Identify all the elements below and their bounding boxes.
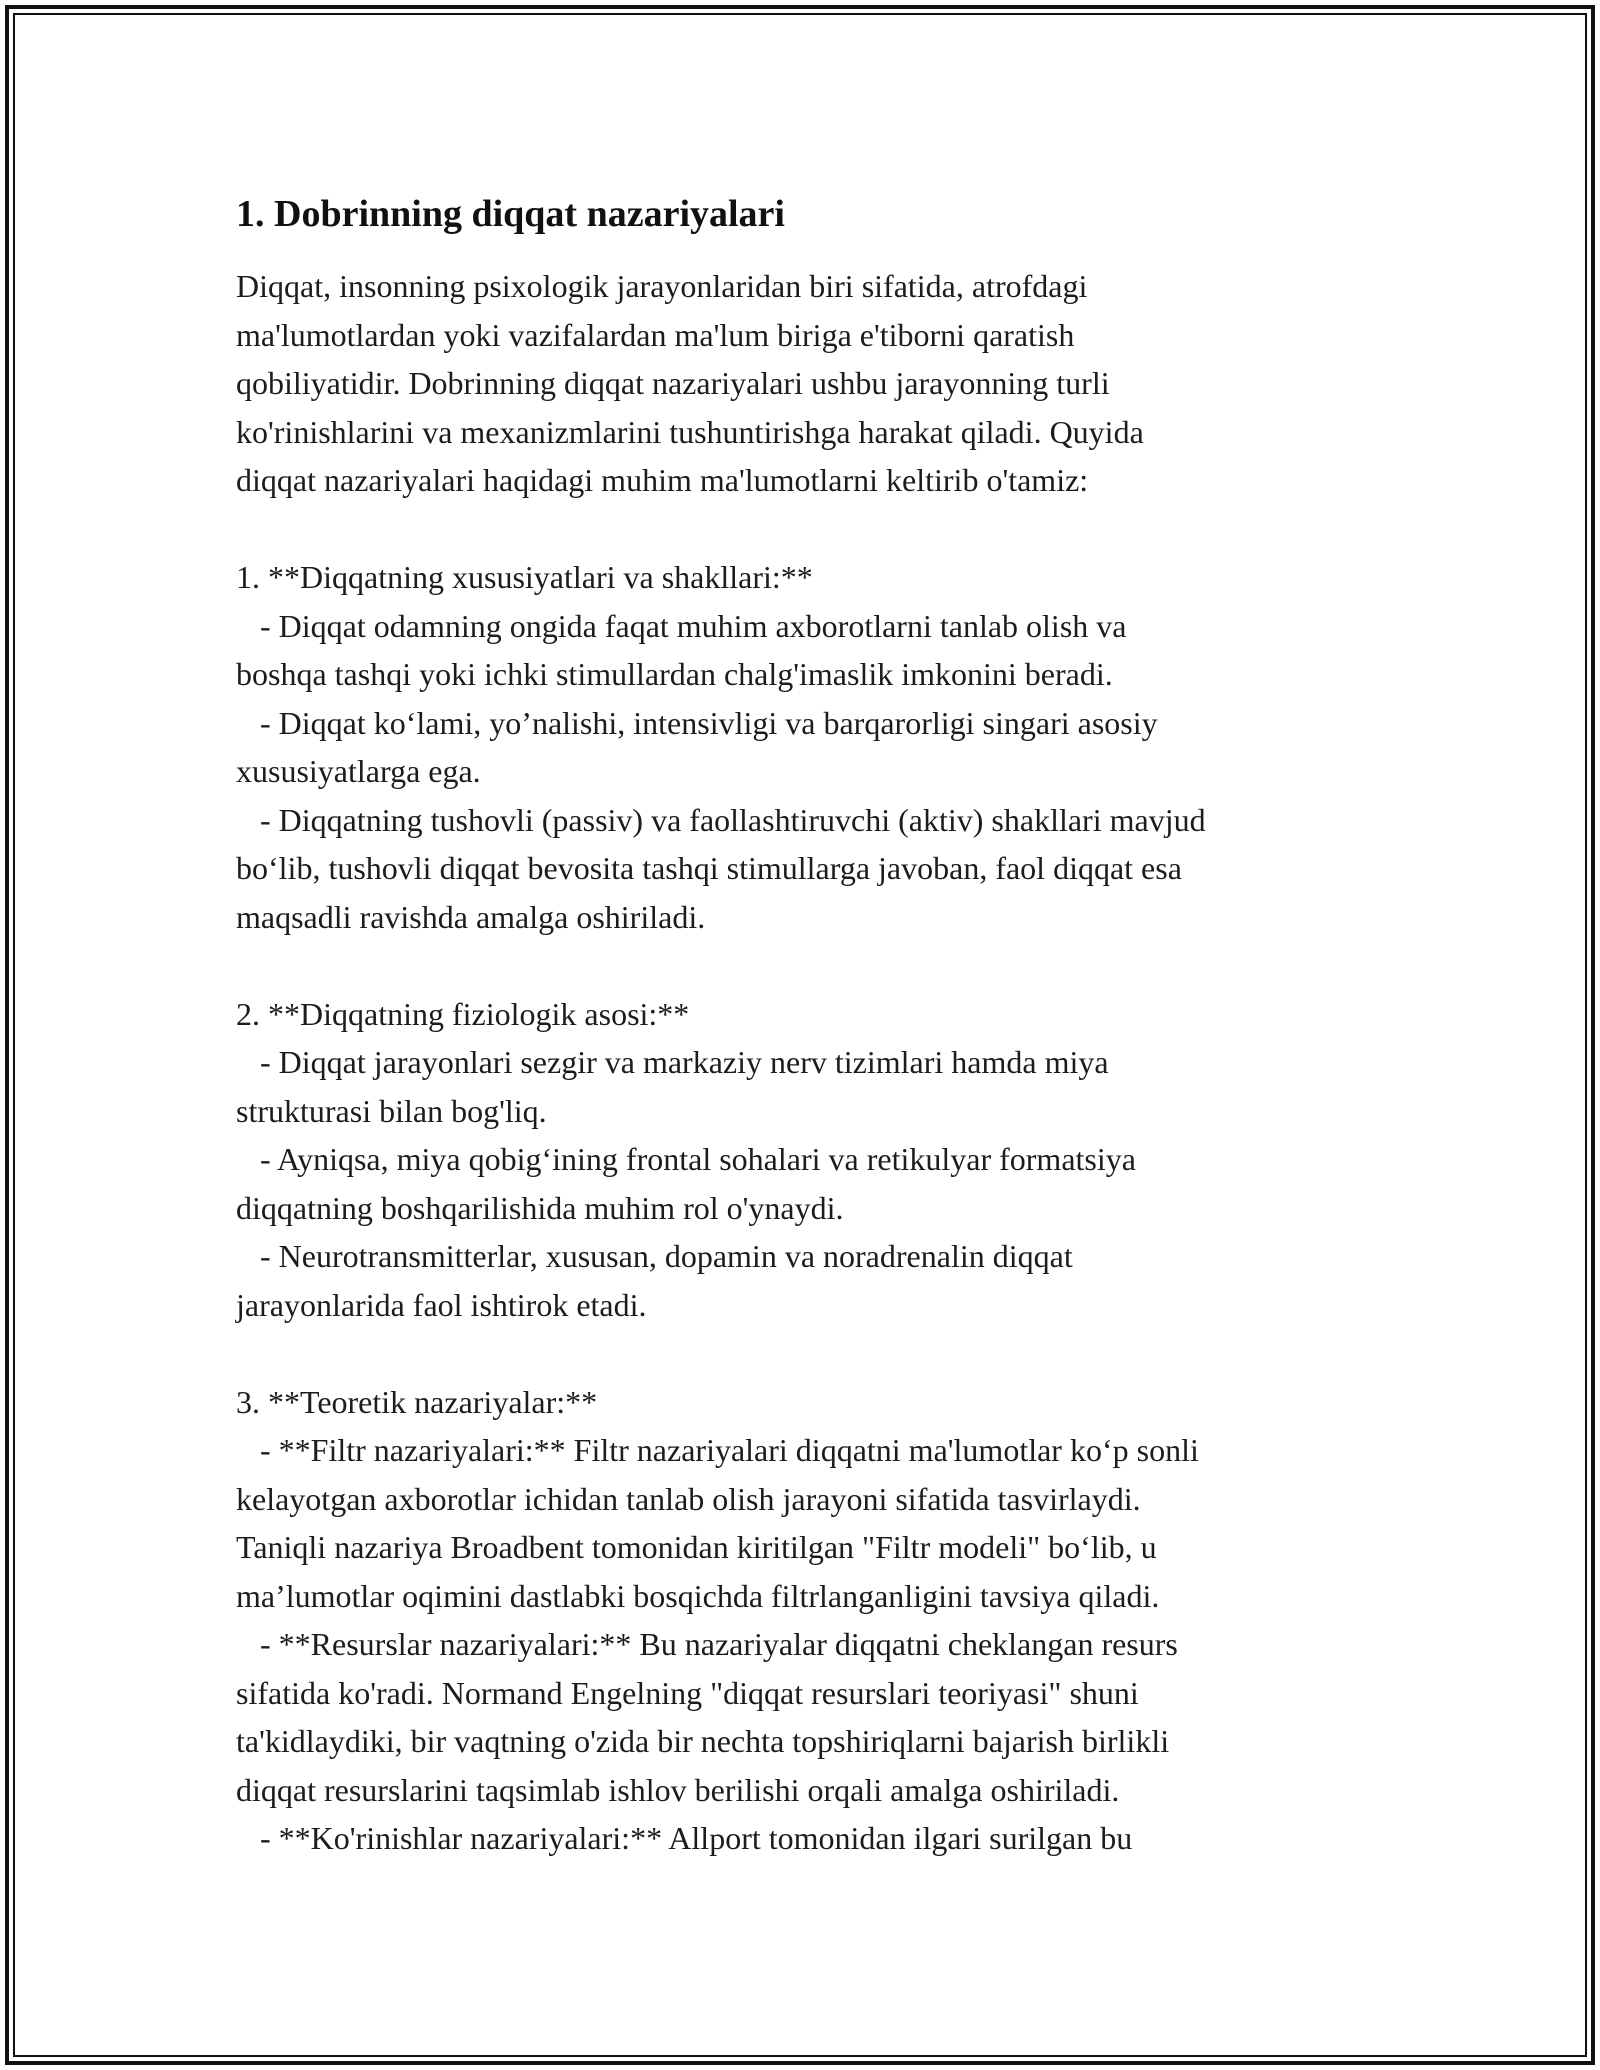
- document-line: diqqatning boshqarilishida muhim rol o'ynaydi.: [236, 1189, 844, 1226]
- document-line: - Diqqat jarayonlari sezgir va markaziy nerv tizimlari hamda miya: [236, 1044, 1109, 1080]
- document-line: - **Resurslar nazariyalari:** Bu nazariyalar diqqatni cheklangan resurs: [236, 1626, 1178, 1662]
- document-line: maqsadli ravishda amalga oshiriladi.: [236, 898, 706, 935]
- document-line: kelayotgan axborotlar ichidan tanlab olish jarayoni sifatida tasvirlaydi.: [236, 1480, 1141, 1517]
- document-line: - Neurotransmitterlar, xususan, dopamin va noradrenalin diqqat: [236, 1238, 1073, 1274]
- document-line: boʻlib, tushovli diqqat bevosita tashqi stimullarga javoban, faol diqqat esa: [236, 850, 1182, 886]
- document-title: 1. Dobrinning diqqat nazariyalari: [236, 193, 785, 235]
- document-line: strukturasi bilan bog'liq.: [236, 1092, 547, 1129]
- document-line: jarayonlarida faol ishtirok etadi.: [236, 1286, 647, 1323]
- document-line: diqqat nazariyalari haqidagi muhim ma'lumotlarni keltirib o'tamiz:: [236, 462, 1089, 498]
- document-line: [236, 1329, 1366, 1378]
- document-line: Diqqat, insonning psixologik jarayonlaridan biri sifatida, atrofdagi: [236, 268, 1088, 304]
- document-line: qobiliyatidir. Dobrinning diqqat nazariyalari ushbu jarayonning turli: [236, 365, 1110, 401]
- document-line: diqqat resurslarini taqsimlab ishlov berilishi orqali amalga oshiriladi.: [236, 1771, 1120, 1808]
- document-line: boshqa tashqi yoki ichki stimullardan chalg'imaslik imkonini beradi.: [236, 656, 1113, 692]
- document-line: [236, 505, 1366, 554]
- document-line: [236, 941, 1366, 990]
- document-line: Taniqli nazariya Broadbent tomonidan kiritilgan "Filtr modeli" boʻlib, u: [236, 1529, 1157, 1565]
- document-line: 3. **Teoretik nazariyalar:**: [236, 1383, 598, 1420]
- document-line: xususiyatlarga ega.: [236, 753, 481, 789]
- document-line: - Diqqat koʻlami, yoʼnalishi, intensivligi va barqarorligi singari asosiy: [236, 704, 1158, 741]
- document-line: - **Filtr nazariyalari:** Filtr nazariyalari diqqatni ma'lumotlar koʻp sonli: [236, 1432, 1199, 1468]
- document-line: ma'lumotlardan yoki vazifalardan ma'lum biriga e'tiborni qaratish: [236, 316, 1075, 353]
- document-line: - Diqqat odamning ongida faqat muhim axborotlarni tanlab olish va: [236, 607, 1127, 644]
- document-line: - Diqqatning tushovli (passiv) va faollashtiruvchi (aktiv) shakllari mavjud: [236, 801, 1206, 838]
- document-line: ko'rinishlarini va mexanizmlarini tushuntirishga harakat qiladi. Quyida: [236, 413, 1144, 450]
- document-line: ta'kidlaydiki, bir vaqtning o'zida bir nechta topshiriqlarni bajarish birlikli: [236, 1723, 1170, 1759]
- document-body: [236, 262, 1366, 1863]
- document-line: - **Ko'rinishlar nazariyalari:** Allport tomonidan ilgari surilgan bu: [236, 1820, 1133, 1856]
- document-content: [236, 188, 1366, 1863]
- document-line: 1. **Diqqatning xususiyatlari va shakllari:**: [236, 559, 813, 595]
- document-line: maʼlumotlar oqimini dastlabki bosqichda filtrlanganligini tavsiya qiladi.: [236, 1577, 1160, 1614]
- document-line: sifatida ko'radi. Normand Engelning "diqqat resurslari teoriyasi" shuni: [236, 1674, 1139, 1711]
- document-line: - Ayniqsa, miya qobigʻining frontal sohalari va retikulyar formatsiya: [236, 1141, 1136, 1177]
- document-line: 2. **Diqqatning fiziologik asosi:**: [236, 995, 690, 1032]
